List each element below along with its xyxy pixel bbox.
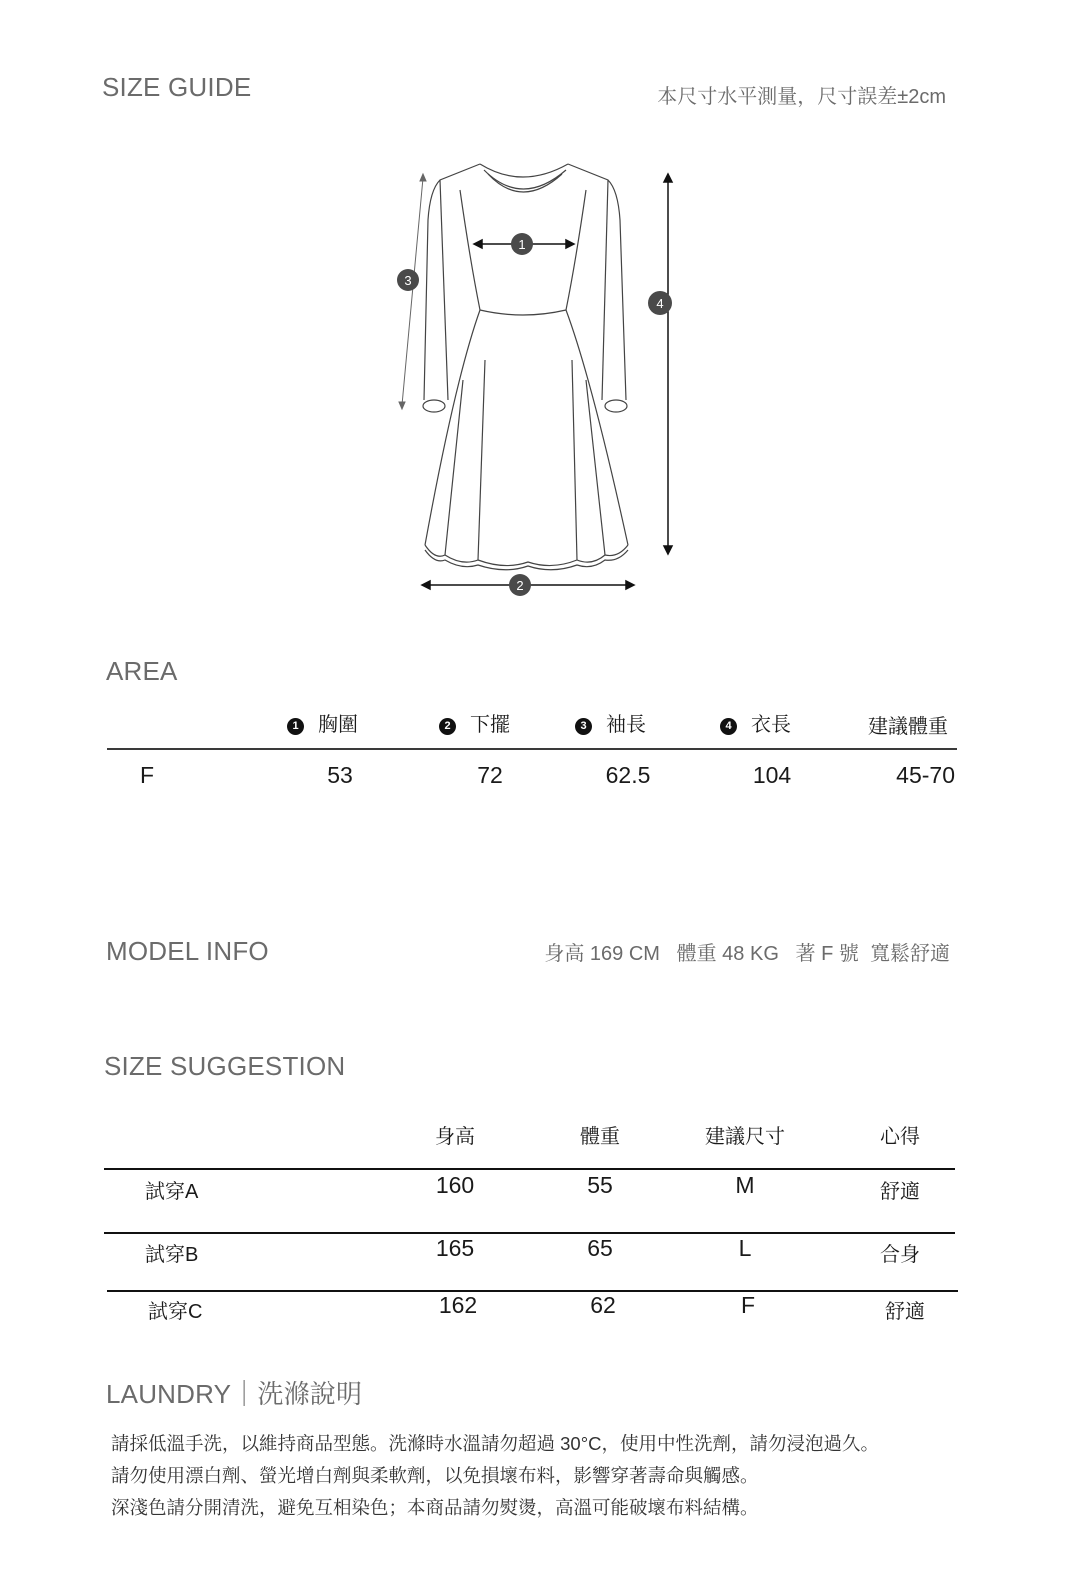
suggest-row-c-weight: 62 bbox=[590, 1292, 616, 1318]
badge-3-icon: 3 bbox=[575, 718, 592, 735]
model-info-title: MODEL INFO bbox=[106, 936, 269, 966]
suggest-header-height: 身高 bbox=[435, 1126, 475, 1148]
suggest-row-b-name: 試穿B bbox=[145, 1244, 199, 1266]
area-hem-value: 72 bbox=[477, 762, 503, 788]
suggest-row-b-size: L bbox=[738, 1235, 752, 1261]
area-title: AREA bbox=[106, 656, 178, 686]
laundry-title: LAUNDRY｜洗滌說明 bbox=[106, 1379, 363, 1409]
badge-4-icon: 4 bbox=[720, 718, 737, 735]
marker-2: 2 bbox=[516, 578, 524, 593]
suggest-row-a-comment: 舒適 bbox=[880, 1181, 920, 1203]
area-size-cell: F bbox=[140, 762, 155, 788]
area-header-label: 胸圍 bbox=[318, 714, 358, 736]
area-header-chest bbox=[287, 708, 358, 737]
suggest-header-size: 建議尺寸 bbox=[705, 1126, 785, 1148]
laundry-instructions bbox=[111, 1428, 879, 1524]
suggest-divider-2 bbox=[104, 1232, 955, 1234]
marker-1: 1 bbox=[518, 237, 526, 252]
suggest-divider-1 bbox=[104, 1168, 955, 1170]
laundry-line-1: 請採低溫手洗，以維持商品型態。洗滌時水溫請勿超過 30°C，使用中性洗劑，請勿浸泡過久。 bbox=[111, 1433, 879, 1454]
suggest-header-comment: 心得 bbox=[880, 1126, 920, 1148]
badge-1-icon: 1 bbox=[287, 718, 304, 735]
area-sleeve-value: 62.5 bbox=[605, 762, 651, 788]
size-suggestion-title: SIZE SUGGESTION bbox=[104, 1051, 346, 1081]
suggest-row-c-name: 試穿C bbox=[148, 1301, 203, 1323]
suggest-row-a-name: 試穿A bbox=[145, 1181, 199, 1203]
suggest-header-weight: 體重 bbox=[580, 1126, 620, 1148]
laundry-line-3: 深淺色請分開清洗，避免互相染色；本商品請勿熨燙，高溫可能破壞布料結構。 bbox=[111, 1497, 759, 1518]
marker-4: 4 bbox=[656, 296, 664, 311]
area-divider bbox=[107, 748, 957, 750]
area-header-label: 下擺 bbox=[470, 714, 510, 736]
suggest-row-b-height: 165 bbox=[435, 1235, 475, 1261]
area-header-weight: 建議體重 bbox=[868, 716, 948, 738]
model-info-text: 身高 169 CM 體重 48 KG 著 F 號 寬鬆舒適 bbox=[544, 943, 950, 965]
suggest-row-a-size: M bbox=[735, 1172, 755, 1198]
suggest-row-c-size: F bbox=[740, 1292, 756, 1318]
area-header-label: 袖長 bbox=[606, 714, 646, 736]
suggest-row-b-weight: 65 bbox=[587, 1235, 613, 1261]
suggest-row-b-comment: 合身 bbox=[880, 1244, 920, 1266]
suggest-row-c-comment: 舒適 bbox=[885, 1301, 925, 1323]
suggest-row-a-height: 160 bbox=[435, 1172, 475, 1198]
area-header-hem bbox=[439, 708, 510, 737]
suggest-divider-3 bbox=[107, 1290, 958, 1292]
area-header-label: 衣長 bbox=[751, 714, 791, 736]
size-guide-title: SIZE GUIDE bbox=[102, 72, 252, 102]
laundry-line-2: 請勿使用漂白劑、螢光增白劑與柔軟劑，以免損壞布料，影響穿著壽命與觸感。 bbox=[111, 1465, 759, 1486]
area-header-sleeve bbox=[575, 708, 646, 737]
area-header-length bbox=[720, 708, 791, 737]
suggest-row-c-height: 162 bbox=[438, 1292, 478, 1318]
marker-3: 3 bbox=[404, 273, 412, 288]
suggest-row-a-weight: 55 bbox=[587, 1172, 613, 1198]
area-length-value: 104 bbox=[752, 762, 792, 788]
measurement-note: 本尺寸水平測量，尺寸誤差±2cm bbox=[657, 86, 946, 108]
dress-outline-icon bbox=[380, 150, 680, 610]
dress-diagram bbox=[380, 150, 680, 610]
area-chest-value: 53 bbox=[327, 762, 353, 788]
area-weight-value: 45-70 bbox=[896, 762, 955, 788]
badge-2-icon: 2 bbox=[439, 718, 456, 735]
